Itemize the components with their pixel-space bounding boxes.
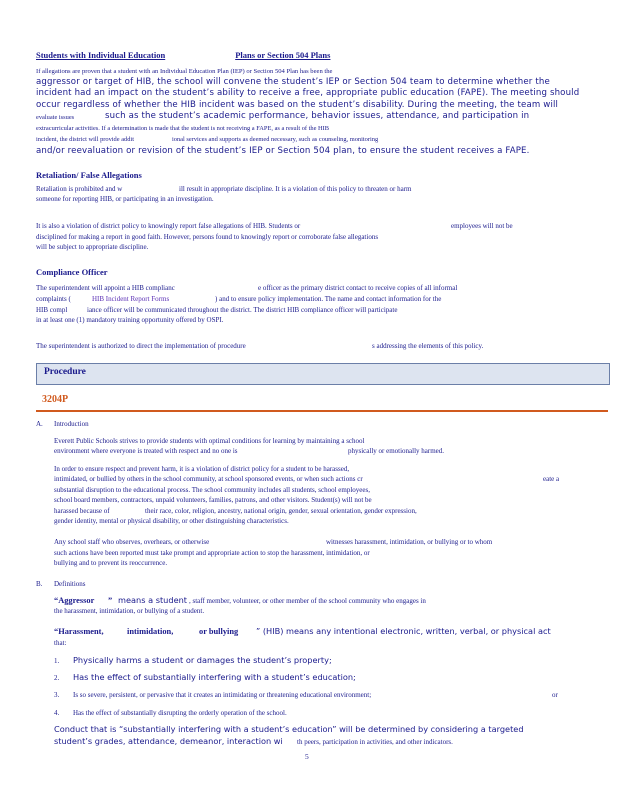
paragraph-line: student’s grades, attendance, demeanor, interaction wi — [54, 736, 283, 746]
paragraph-line: ” (HIB) means any intentional electronic, written, verbal, or physical act — [256, 626, 551, 636]
definition-item: Physically harms a student or damages the student’s property; — [73, 655, 332, 665]
term-quote: ” — [108, 596, 113, 605]
definition-item: Is so severe, persistent, or pervasive that it creates an intimidating or threatening educational environment; — [73, 691, 372, 699]
paragraph-line: aggressor or target of HIB, the school will convene the student’s IEP or Section 504 team to determine whether the — [36, 77, 550, 87]
paragraph-line: intimidated, or bullied by others in the school community, at school sponsored events, or when such actions cr — [54, 475, 363, 483]
hib-report-form-link[interactable]: HIB Incident Report Forms — [92, 295, 170, 303]
paragraph-line: gender identity, mental or physical disability, or other distinguishing characteristics. — [54, 517, 289, 525]
paragraph-line: Everett Public Schools strives to provide students with optimal conditions for learning by maintaining a school — [54, 437, 365, 445]
section-heading-compliance: Compliance Officer — [36, 267, 108, 277]
page-number: 5 — [305, 752, 309, 761]
paragraph-line: e officer as the primary district contact to receive copies of all informal — [258, 284, 458, 292]
paragraph-line: ) and to ensure policy implementation. The name and contact information for the — [215, 295, 442, 303]
procedure-header-box — [36, 363, 610, 385]
list-number: 4. — [54, 709, 60, 717]
paragraph-line: in at least one (1) mandatory training opportunity offered by OSPI. — [36, 316, 224, 324]
paragraph-line: If allegations are proven that a student with an Individual Education Plan (IEP) or Section 504 Plan has been the — [36, 68, 333, 75]
paragraph-line: that: — [54, 639, 67, 647]
list-number: 2. — [54, 674, 60, 682]
paragraph-line: eate a — [543, 475, 560, 483]
paragraph-line: s addressing the elements of this policy. — [372, 342, 484, 350]
list-number: 3. — [54, 691, 60, 699]
definition-item-tail: or — [552, 691, 558, 699]
paragraph-line: ional services and supports as deemed necessary, such as counseling, monitoring — [172, 136, 379, 143]
term-harassment: “Harassment, — [54, 627, 104, 636]
paragraph-line: , staff member, volunteer, or other member of the school community who engages in — [189, 597, 426, 605]
paragraph-line: such actions have been reported must take prompt and appropriate action to stop the harassment, intimidation, or — [54, 549, 370, 557]
paragraph-line: iance officer will be communicated throughout the district. The district HIB compliance officer will participate — [87, 306, 398, 314]
paragraph-line: incident had an impact on the student’s ability to receive a free, appropriate public education (FAPE). The meeting should — [36, 88, 580, 98]
paragraph-line: th peers, participation in activities, and other indicators. — [297, 738, 453, 746]
paragraph-line: The superintendent is authorized to direct the implementation of procedure — [36, 342, 246, 350]
paragraph-line: occur regardless of whether the HIB incident was based on the student’s disability. During the meeting, the team will — [36, 100, 559, 110]
definition-item: Has the effect of substantially interfering with a student’s education; — [73, 672, 356, 682]
term-bullying: or bullying — [199, 627, 239, 636]
paragraph-line: ill result in appropriate discipline. It is a violation of this policy to threaten or harm — [179, 185, 412, 193]
subsection-heading: Definitions — [54, 580, 86, 588]
paragraph-line: will be subject to appropriate discipline. — [36, 243, 149, 251]
list-number: 1. — [54, 657, 60, 665]
paragraph-line: substantial disruption to the educational process. The school community includes all students, school employees, — [54, 486, 370, 494]
section-heading-retaliation: Retaliation/ False Allegations — [36, 170, 142, 180]
paragraph-line: physically or emotionally harmed. — [348, 447, 445, 455]
definition-item: Has the effect of substantially disrupting the orderly operation of the school. — [73, 709, 287, 717]
paragraph-line: environment where everyone is treated with respect and no one is — [54, 447, 238, 455]
paragraph-line: bullying and to prevent its reoccurrence. — [54, 559, 168, 567]
paragraph-line: disciplined for making a report in good faith. However, persons found to knowingly report or corroborate false allegations — [36, 233, 379, 241]
paragraph-line: complaints ( — [36, 295, 71, 303]
paragraph-line: In order to ensure respect and prevent harm, it is a violation of district policy for a student to be harassed, — [54, 465, 350, 473]
term-aggressor: “Aggressor — [54, 596, 95, 605]
paragraph-line: their race, color, religion, ancestry, national origin, gender, sexual orientation, gender expression, — [145, 507, 417, 515]
paragraph-line: The superintendent will appoint a HIB complianc — [36, 284, 175, 292]
paragraph-line: means a student — [118, 595, 188, 605]
section-heading-students-iep — [36, 50, 356, 60]
paragraph-line: school board members, contractors, unpaid volunteers, families, patrons, and other visitors. Student(s) will not be — [54, 496, 372, 504]
divider — [36, 410, 608, 412]
paragraph-line: Any school staff who observes, overhears, or otherwise — [54, 538, 210, 546]
paragraph-line: Retaliation is prohibited and w — [36, 185, 123, 193]
term-intimidation: intimidation, — [127, 627, 174, 636]
paragraph-line: evaluate issues — [36, 114, 75, 121]
heading-right: Plans or Section 504 Plans — [235, 50, 331, 60]
paragraph-line: witnesses harassment, intimidation, or bullying or to whom — [326, 538, 493, 546]
paragraph-line: someone for reporting HIB, or participating in an investigation. — [36, 195, 214, 203]
paragraph-line: Conduct that is “substantially interfering with a student’s education” will be determined by considering a targeted — [54, 724, 524, 734]
procedure-code: 3204P — [42, 394, 69, 405]
subsection-heading: Introduction — [54, 420, 89, 428]
paragraph-line: HIB compl — [36, 306, 68, 314]
list-marker: A. — [36, 420, 43, 428]
paragraph-line: such as the student’s academic performance, behavior issues, attendance, and participation in — [105, 111, 530, 121]
paragraph-line: incident, the district will provide addit — [36, 136, 134, 143]
list-marker: B. — [36, 580, 43, 588]
heading-left: Students with Individual Education — [36, 50, 166, 60]
paragraph-line: extracurricular activities. If a determination is made that the student is not receiving a FAPE, as a result of the HIB — [36, 125, 330, 132]
paragraph-line: harassed because of — [54, 507, 110, 515]
paragraph-line: It is also a violation of district policy to knowingly report false allegations of HIB. Students or — [36, 222, 301, 230]
paragraph-line: the harassment, intimidation, or bullying of a student. — [54, 607, 205, 615]
procedure-title: Procedure — [44, 367, 86, 377]
paragraph-line: employees will not be — [451, 222, 513, 230]
paragraph-line: and/or reevaluation or revision of the student’s IEP or Section 504 plan, to ensure the student receives a FAPE. — [36, 146, 530, 156]
